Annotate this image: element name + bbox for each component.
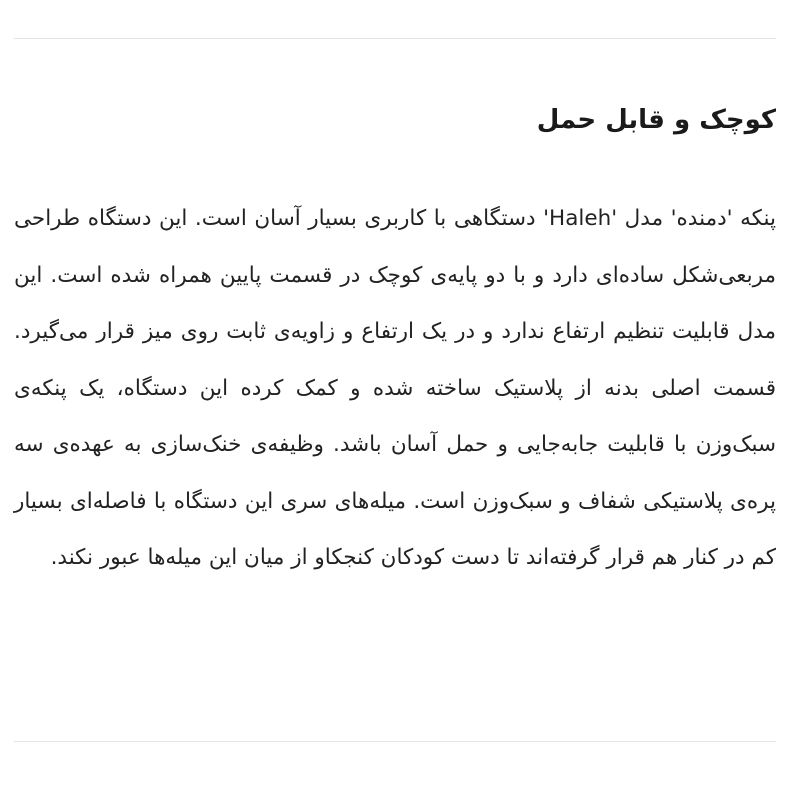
top-divider [14, 38, 776, 39]
section-paragraph: پنکه 'دمنده' مدل 'Haleh' دستگاهی با کاربری بسیار آسان است. این دستگاه طراحی مربعی‌شکل ساده‌ای دارد و با دو پایه‌ی کوچک در قسمت پایین همراه شده است. این مدل قابلیت تنظیم ارتفاع ندارد و در یک ارتفاع و زاویه‌ی ثابت روی میز قرار می‌گیرد. قسمت اصلی بدنه از پلاستیک ساخته شده و کمک کرده این دستگاه، یک پنکه‌ی سبک‌وزن با قابلیت جابه‌جایی و حمل آسان باشد. وظیفه‌ی خنک‌سازی به عهده‌ی سه پره‌ی پلاستیکی شفاف و سبک‌وزن است. میله‌های سری این دستگاه با فاصله‌ای بسیار کم در کنار هم قرار گرفته‌اند تا دست کودکان کنجکاو از میان این میله‌ها عبور نکند. [14, 206, 776, 570]
product-feature-section [14, 100, 776, 587]
section-heading: کوچک و قابل حمل [536, 105, 776, 135]
bottom-divider [14, 741, 776, 742]
